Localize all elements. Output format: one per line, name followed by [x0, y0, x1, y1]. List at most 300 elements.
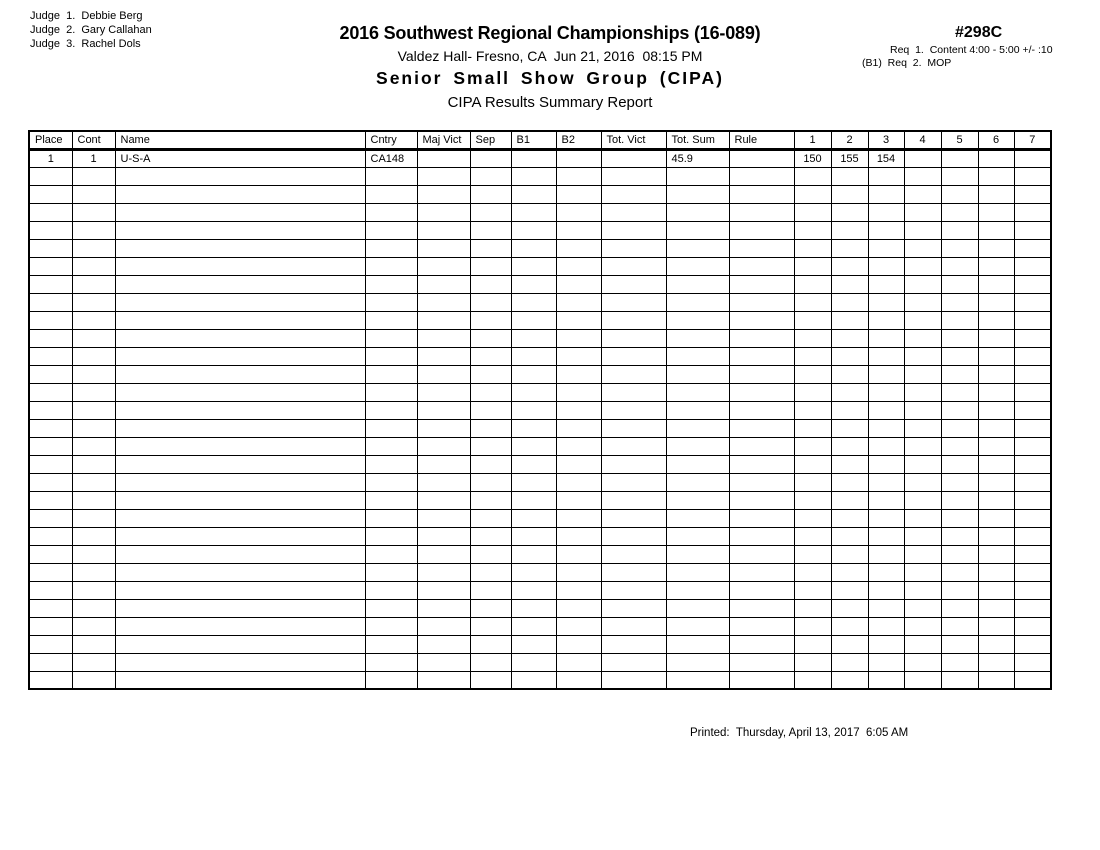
table-cell — [868, 455, 904, 473]
table-cell — [115, 329, 365, 347]
table-cell — [978, 635, 1014, 653]
table-cell — [794, 383, 831, 401]
table-cell — [794, 581, 831, 599]
table-cell — [941, 311, 978, 329]
table-cell — [365, 365, 417, 383]
table-cell — [666, 347, 729, 365]
table-cell — [794, 167, 831, 185]
table-cell — [72, 581, 115, 599]
table-cell — [365, 635, 417, 653]
table-cell — [1014, 311, 1051, 329]
table-cell — [601, 257, 666, 275]
column-header: 5 — [941, 131, 978, 149]
table-cell — [729, 455, 794, 473]
table-cell — [868, 635, 904, 653]
table-empty-row — [29, 635, 1051, 653]
table-cell — [417, 617, 470, 635]
table-cell — [470, 221, 511, 239]
results-table — [28, 130, 1052, 690]
table-cell — [794, 185, 831, 203]
table-cell — [1014, 203, 1051, 221]
table-cell — [1014, 401, 1051, 419]
table-cell — [666, 617, 729, 635]
table-cell — [365, 419, 417, 437]
table-cell — [72, 293, 115, 311]
table-cell — [29, 491, 72, 509]
table-cell — [831, 509, 868, 527]
table-cell — [601, 203, 666, 221]
table-cell — [470, 545, 511, 563]
table-cell — [417, 671, 470, 689]
table-cell — [511, 293, 556, 311]
table-cell — [417, 167, 470, 185]
table-cell — [417, 581, 470, 599]
table-cell — [978, 581, 1014, 599]
table-empty-row — [29, 257, 1051, 275]
table-cell — [72, 635, 115, 653]
table-cell — [365, 293, 417, 311]
table-cell — [1014, 437, 1051, 455]
report-subtitle: CIPA Results Summary Report — [447, 94, 653, 111]
table-cell — [556, 185, 601, 203]
table-cell — [601, 671, 666, 689]
table-cell — [941, 401, 978, 419]
table-cell — [794, 311, 831, 329]
table-cell — [365, 257, 417, 275]
table-cell — [115, 383, 365, 401]
table-cell — [470, 329, 511, 347]
table-cell — [365, 563, 417, 581]
table-cell — [115, 185, 365, 203]
table-cell — [601, 293, 666, 311]
table-cell — [1014, 581, 1051, 599]
table-cell — [511, 437, 556, 455]
table-cell — [831, 365, 868, 383]
table-cell — [601, 329, 666, 347]
table-empty-row — [29, 527, 1051, 545]
table-cell — [794, 545, 831, 563]
table-cell — [978, 473, 1014, 491]
table-empty-row — [29, 671, 1051, 689]
judge-line-1: Judge 1. Debbie Berg — [30, 10, 143, 22]
table-cell — [978, 527, 1014, 545]
table-cell — [904, 167, 941, 185]
column-header: Tot. Vict — [601, 131, 666, 149]
table-cell — [904, 653, 941, 671]
table-cell — [1014, 617, 1051, 635]
table-cell — [417, 365, 470, 383]
table-cell — [556, 617, 601, 635]
table-cell — [831, 293, 868, 311]
table-cell — [29, 293, 72, 311]
table-empty-row — [29, 365, 1051, 383]
table-cell — [868, 491, 904, 509]
table-cell — [978, 545, 1014, 563]
table-cell — [601, 365, 666, 383]
table-cell — [115, 401, 365, 419]
table-empty-row — [29, 581, 1051, 599]
table-cell — [601, 167, 666, 185]
table-cell — [729, 563, 794, 581]
table-cell — [72, 437, 115, 455]
table-cell — [941, 149, 978, 167]
table-cell — [794, 257, 831, 275]
table-cell — [72, 545, 115, 563]
table-cell — [666, 509, 729, 527]
table-cell — [868, 653, 904, 671]
table-empty-row — [29, 347, 1051, 365]
table-cell — [794, 617, 831, 635]
table-cell — [729, 635, 794, 653]
table-cell — [29, 599, 72, 617]
venue-date-line: Valdez Hall- Fresno, CA Jun 21, 2016 08:15 PM — [397, 48, 703, 64]
table-empty-row — [29, 401, 1051, 419]
table-cell — [1014, 275, 1051, 293]
table-cell — [115, 257, 365, 275]
table-empty-row — [29, 491, 1051, 509]
column-header: 2 — [831, 131, 868, 149]
table-cell — [1014, 257, 1051, 275]
table-cell: 1 — [29, 149, 72, 167]
table-empty-row — [29, 311, 1051, 329]
table-cell: 154 — [868, 149, 904, 167]
table-cell — [941, 545, 978, 563]
table-cell — [1014, 671, 1051, 689]
table-empty-row — [29, 221, 1051, 239]
table-cell — [417, 239, 470, 257]
table-cell — [1014, 293, 1051, 311]
table-cell — [511, 257, 556, 275]
column-header: 6 — [978, 131, 1014, 149]
table-cell — [868, 347, 904, 365]
table-cell — [831, 167, 868, 185]
table-cell — [470, 527, 511, 545]
table-cell — [72, 563, 115, 581]
table-empty-row — [29, 275, 1051, 293]
results-table-container — [28, 130, 1052, 690]
column-header: Tot. Sum — [666, 131, 729, 149]
table-cell — [831, 185, 868, 203]
table-cell — [115, 599, 365, 617]
table-cell — [729, 203, 794, 221]
table-cell — [365, 437, 417, 455]
table-cell — [978, 365, 1014, 383]
table-cell — [978, 293, 1014, 311]
table-cell — [1014, 365, 1051, 383]
table-cell — [831, 473, 868, 491]
table-cell — [666, 527, 729, 545]
table-cell — [29, 581, 72, 599]
table-cell — [666, 293, 729, 311]
table-cell — [470, 419, 511, 437]
table-cell — [72, 275, 115, 293]
column-header: 4 — [904, 131, 941, 149]
table-cell — [72, 527, 115, 545]
table-cell — [904, 347, 941, 365]
table-cell — [904, 329, 941, 347]
table-cell — [29, 401, 72, 419]
table-cell — [1014, 635, 1051, 653]
table-cell — [417, 635, 470, 653]
table-cell — [470, 653, 511, 671]
table-cell — [729, 347, 794, 365]
table-cell — [511, 527, 556, 545]
table-cell — [868, 527, 904, 545]
table-cell — [470, 275, 511, 293]
table-cell — [601, 635, 666, 653]
table-cell — [941, 383, 978, 401]
table-cell — [868, 473, 904, 491]
table-cell — [794, 329, 831, 347]
table-cell — [601, 455, 666, 473]
table-cell — [115, 311, 365, 329]
table-cell — [831, 581, 868, 599]
table-cell — [978, 167, 1014, 185]
table-cell — [904, 617, 941, 635]
table-cell — [794, 599, 831, 617]
table-empty-row — [29, 185, 1051, 203]
table-cell — [1014, 653, 1051, 671]
table-cell — [556, 311, 601, 329]
table-cell — [417, 347, 470, 365]
table-cell — [417, 563, 470, 581]
table-cell — [729, 653, 794, 671]
table-cell: CA148 — [365, 149, 417, 167]
table-cell — [831, 671, 868, 689]
table-cell — [29, 383, 72, 401]
table-cell — [978, 617, 1014, 635]
table-cell — [794, 221, 831, 239]
table-cell — [601, 275, 666, 293]
table-cell — [904, 491, 941, 509]
table-cell — [978, 401, 1014, 419]
table-cell — [115, 203, 365, 221]
table-empty-row — [29, 599, 1051, 617]
table-cell — [1014, 563, 1051, 581]
table-cell — [365, 239, 417, 257]
table-cell — [666, 401, 729, 419]
table-cell — [941, 527, 978, 545]
table-cell — [794, 293, 831, 311]
table-cell — [904, 149, 941, 167]
table-cell — [365, 599, 417, 617]
table-cell — [29, 455, 72, 473]
table-cell — [831, 491, 868, 509]
table-cell — [941, 365, 978, 383]
table-cell — [29, 203, 72, 221]
table-cell — [470, 671, 511, 689]
table-cell — [417, 221, 470, 239]
table-empty-row — [29, 473, 1051, 491]
table-cell — [1014, 599, 1051, 617]
column-header: Maj Vict — [417, 131, 470, 149]
table-cell — [72, 347, 115, 365]
table-cell — [868, 293, 904, 311]
table-cell — [941, 635, 978, 653]
table-cell — [470, 491, 511, 509]
table-cell — [470, 239, 511, 257]
table-cell — [556, 527, 601, 545]
table-cell — [941, 347, 978, 365]
table-cell — [365, 185, 417, 203]
table-empty-row — [29, 617, 1051, 635]
table-cell — [794, 527, 831, 545]
table-cell — [72, 185, 115, 203]
column-header: Cont — [72, 131, 115, 149]
table-cell — [941, 221, 978, 239]
table-cell: 155 — [831, 149, 868, 167]
table-cell — [904, 365, 941, 383]
table-cell — [941, 509, 978, 527]
table-empty-row — [29, 563, 1051, 581]
table-cell — [941, 293, 978, 311]
table-cell — [904, 509, 941, 527]
table-cell — [666, 365, 729, 383]
table-cell — [904, 545, 941, 563]
table-cell — [365, 383, 417, 401]
table-cell — [868, 545, 904, 563]
table-cell — [666, 653, 729, 671]
table-cell — [868, 329, 904, 347]
table-cell — [729, 545, 794, 563]
requirement-line-1: Req 1. Content 4:00 - 5:00 +/- :10 — [890, 44, 1053, 56]
table-cell — [556, 599, 601, 617]
table-cell — [729, 617, 794, 635]
table-cell — [729, 365, 794, 383]
table-cell — [666, 383, 729, 401]
table-cell — [729, 437, 794, 455]
table-cell — [666, 203, 729, 221]
table-cell — [29, 527, 72, 545]
table-cell — [1014, 473, 1051, 491]
table-empty-row — [29, 167, 1051, 185]
table-cell — [904, 275, 941, 293]
table-cell — [417, 599, 470, 617]
table-cell — [729, 401, 794, 419]
table-cell — [72, 599, 115, 617]
table-cell — [868, 563, 904, 581]
column-header: Place — [29, 131, 72, 149]
table-cell — [115, 167, 365, 185]
table-cell — [511, 635, 556, 653]
table-cell — [729, 185, 794, 203]
table-cell — [729, 419, 794, 437]
table-cell — [794, 239, 831, 257]
table-cell — [868, 185, 904, 203]
table-cell — [831, 257, 868, 275]
table-cell — [831, 419, 868, 437]
table-cell — [794, 455, 831, 473]
table-cell — [511, 221, 556, 239]
table-cell — [511, 671, 556, 689]
table-cell — [417, 509, 470, 527]
table-cell — [1014, 221, 1051, 239]
table-cell — [729, 599, 794, 617]
table-cell — [511, 599, 556, 617]
table-cell — [115, 221, 365, 239]
table-cell — [115, 293, 365, 311]
table-cell — [511, 383, 556, 401]
table-cell — [470, 473, 511, 491]
table-cell — [601, 473, 666, 491]
table-cell — [831, 599, 868, 617]
table-cell — [29, 347, 72, 365]
table-cell — [556, 365, 601, 383]
table-cell — [417, 455, 470, 473]
table-cell — [417, 257, 470, 275]
table-cell — [29, 167, 72, 185]
table-cell — [470, 383, 511, 401]
table-cell — [417, 293, 470, 311]
table-cell — [470, 185, 511, 203]
table-cell — [941, 563, 978, 581]
table-cell — [978, 383, 1014, 401]
table-cell — [1014, 419, 1051, 437]
table-cell — [666, 545, 729, 563]
table-cell — [729, 275, 794, 293]
table-cell — [978, 671, 1014, 689]
table-cell — [29, 437, 72, 455]
table-empty-row — [29, 203, 1051, 221]
judge-line-2: Judge 2. Gary Callahan — [30, 24, 152, 36]
table-cell: 45.9 — [666, 149, 729, 167]
table-cell — [417, 527, 470, 545]
table-cell — [365, 671, 417, 689]
table-cell — [666, 671, 729, 689]
table-cell — [72, 509, 115, 527]
table-cell: U-S-A — [115, 149, 365, 167]
table-cell — [115, 239, 365, 257]
table-cell — [29, 239, 72, 257]
table-cell — [941, 257, 978, 275]
table-cell — [365, 617, 417, 635]
table-cell — [29, 275, 72, 293]
table-cell — [72, 491, 115, 509]
table-cell — [511, 491, 556, 509]
table-cell — [666, 563, 729, 581]
table-cell — [556, 491, 601, 509]
table-cell — [729, 473, 794, 491]
table-cell — [556, 203, 601, 221]
table-cell — [941, 167, 978, 185]
table-cell — [417, 419, 470, 437]
table-cell — [941, 437, 978, 455]
table-cell — [868, 509, 904, 527]
table-cell — [794, 401, 831, 419]
table-cell — [72, 419, 115, 437]
table-cell — [831, 527, 868, 545]
table-cell — [666, 257, 729, 275]
table-cell — [72, 239, 115, 257]
table-cell — [601, 617, 666, 635]
table-cell — [941, 239, 978, 257]
table-cell — [365, 311, 417, 329]
table-cell — [1014, 545, 1051, 563]
table-cell — [511, 239, 556, 257]
table-cell — [115, 617, 365, 635]
table-cell — [729, 491, 794, 509]
table-cell — [72, 473, 115, 491]
table-cell — [470, 257, 511, 275]
table-cell — [511, 455, 556, 473]
table-cell — [29, 311, 72, 329]
table-cell — [868, 617, 904, 635]
table-cell — [72, 653, 115, 671]
table-cell — [115, 275, 365, 293]
table-cell — [417, 275, 470, 293]
table-cell — [470, 563, 511, 581]
table-cell — [556, 563, 601, 581]
